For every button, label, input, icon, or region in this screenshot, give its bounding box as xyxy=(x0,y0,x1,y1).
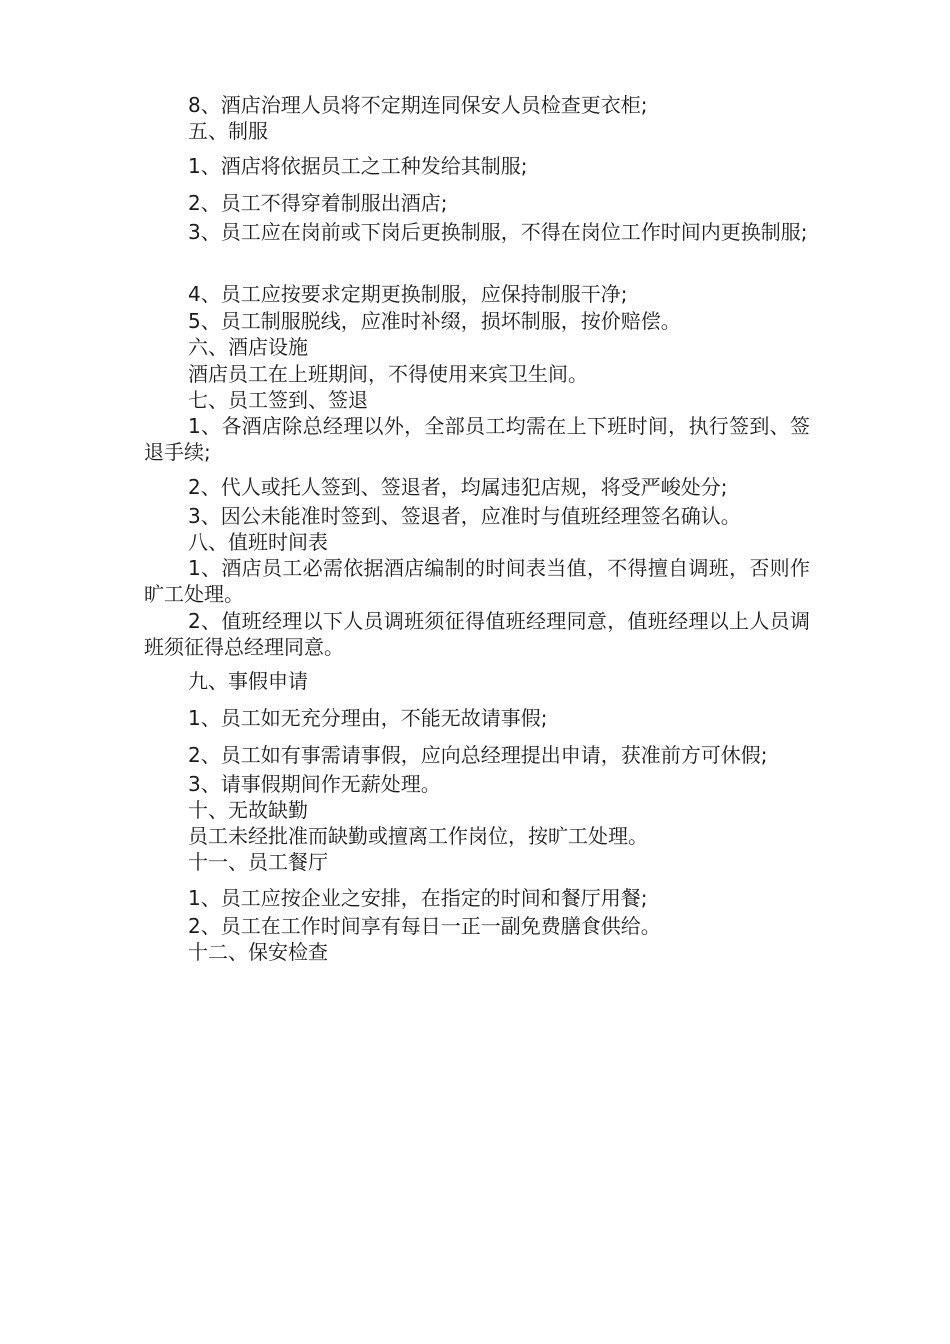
rule-item: 1、员工应按企业之安排，在指定的时间和餐厅用餐; xyxy=(188,886,648,910)
section-heading: 十一、员工餐厅 xyxy=(188,850,328,874)
section-heading: 七、员工签到、签退 xyxy=(188,388,368,412)
section-heading: 十、无故缺勤 xyxy=(188,798,308,822)
rule-item: 5、员工制服脱线，应准时补缀，损坏制服，按价赔偿。 xyxy=(188,309,681,333)
rule-item: 3、员工应在岗前或下岗后更换制服，不得在岗位工作时间内更换制服; xyxy=(188,220,808,244)
rule-item: 3、因公未能准时签到、签退者，应准时与值班经理签名确认。 xyxy=(188,504,741,528)
rule-item: 2、员工在工作时间享有每日一正一副免费膳食供给。 xyxy=(188,914,661,938)
section-heading: 八、值班时间表 xyxy=(188,530,328,554)
section-heading: 九、事假申请 xyxy=(188,669,308,693)
rule-item: 1、员工如无充分理由，不能无故请事假; xyxy=(188,706,548,730)
rule-item: 1、各酒店除总经理以外，全部员工均需在上下班时间，执行签到、签退手续; xyxy=(144,414,810,464)
rule-text: 员工未经批准而缺勤或擅离工作岗位，按旷工处理。 xyxy=(188,824,648,848)
section-heading: 十二、保安检查 xyxy=(188,940,328,964)
rule-item: 3、请事假期间作无薪处理。 xyxy=(188,772,441,796)
section-heading: 五、制服 xyxy=(188,119,268,143)
rule-text: 酒店员工在上班期间，不得使用来宾卫生间。 xyxy=(188,362,588,386)
rule-item: 2、值班经理以下人员调班须征得值班经理同意，值班经理以上人员调班须征得总经理同意。 xyxy=(144,609,810,659)
rule-item: 2、员工不得穿着制服出酒店; xyxy=(188,191,448,215)
rule-item: 2、员工如有事需请事假，应向总经理提出申请，获准前方可休假; xyxy=(188,743,768,767)
rule-item: 8、酒店治理人员将不定期连同保安人员检查更衣柜; xyxy=(188,93,648,117)
rule-item: 1、酒店员工必需依据酒店编制的时间表当值，不得擅自调班，否则作旷工处理。 xyxy=(144,556,810,606)
section-heading: 六、酒店设施 xyxy=(188,335,308,359)
rule-item: 4、员工应按要求定期更换制服，应保持制服干净; xyxy=(188,282,628,306)
rule-item: 2、代人或托人签到、签退者，均属违犯店规，将受严峻处分; xyxy=(188,475,728,499)
rule-item: 1、酒店将依据员工之工种发给其制服; xyxy=(188,154,528,178)
